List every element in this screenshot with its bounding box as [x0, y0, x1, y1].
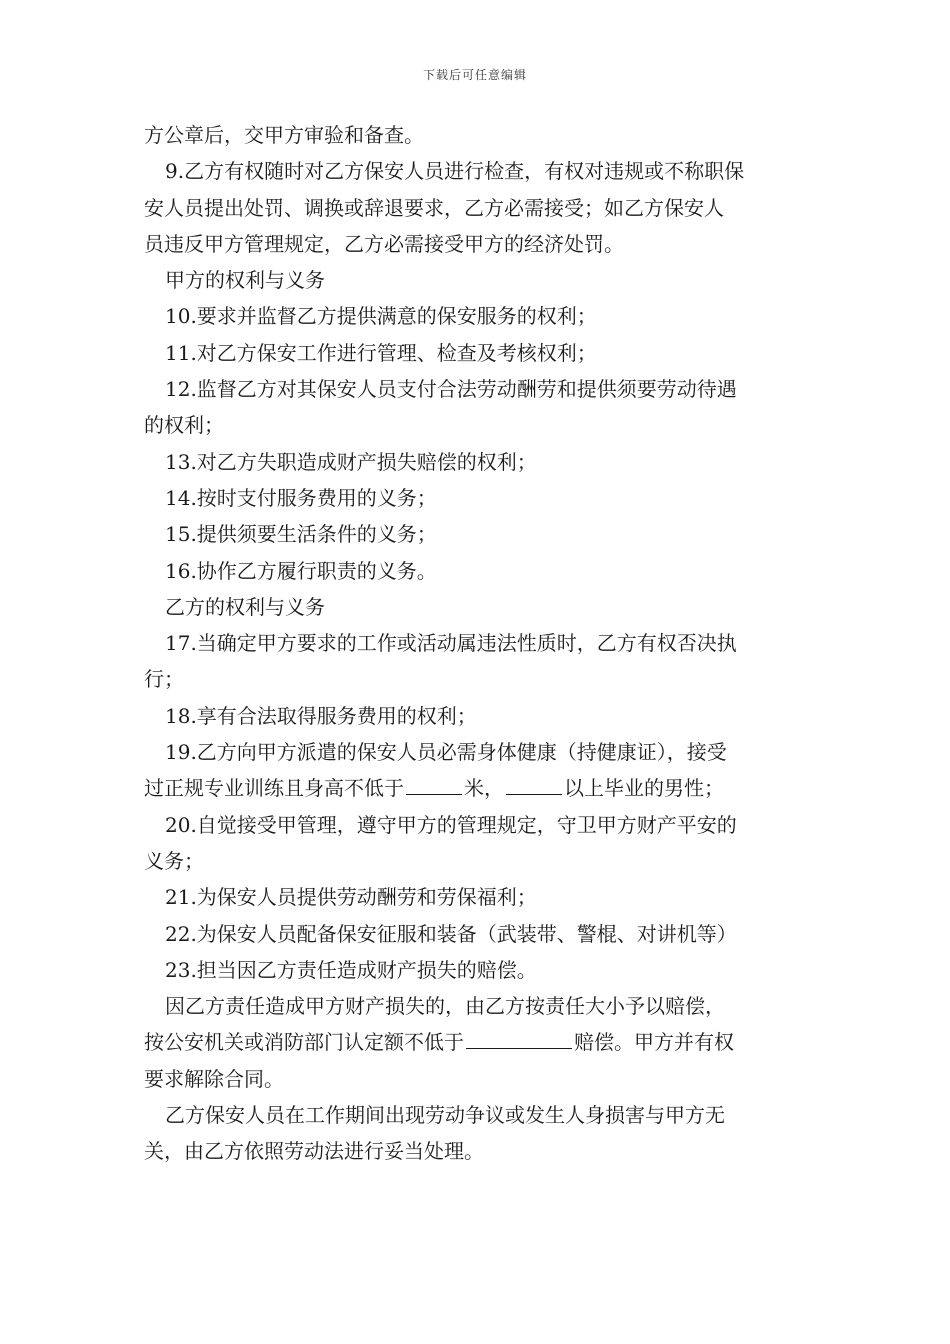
- paragraph-line: 方公章后，交甲方审验和备查。: [144, 123, 424, 147]
- clause-21-line: 21.为保安人员提供劳动酬劳和劳保福利；: [165, 885, 537, 910]
- clause-15-line: 15.提供须要生活条件的义务；: [165, 522, 437, 547]
- clause-13-line: 13.对乙方失职造成财产损失赔偿的权利；: [165, 449, 537, 474]
- paragraph-line: 义务；: [144, 848, 204, 873]
- clause-19-line: 19.乙方向甲方派遣的保安人员必需身体健康（持健康证），接受: [165, 740, 727, 765]
- paragraph-line: 乙方保安人员在工作期间出现劳动争议或发生人身损害与甲方无: [165, 1103, 725, 1128]
- paragraph-line: 安人员提出处罚、调换或辞退要求，乙方必需接受；如乙方保安人: [144, 195, 724, 220]
- paragraph-line: 员违反甲方管理规定，乙方必需接受甲方的经济处罚。: [144, 231, 624, 256]
- paragraph-line: 要求解除合同。: [144, 1066, 284, 1091]
- section-heading-party-a: 甲方的权利与义务: [165, 268, 325, 293]
- clause-18-line: 18.享有合法取得服务费用的权利；: [165, 703, 477, 728]
- clause-20-line: 20.自觉接受甲管理，遵守甲方的管理规定，守卫甲方财产平安的: [165, 812, 737, 837]
- section-heading-party-b: 乙方的权利与义务: [165, 594, 325, 619]
- paragraph-line: 的权利；: [144, 413, 224, 438]
- page-header: 下载后可任意编辑: [422, 68, 527, 82]
- clause-11-line: 11.对乙方保安工作进行管理、检查及考核权利；: [165, 340, 597, 365]
- clause-14-line: 14.按时支付服务费用的义务；: [165, 485, 437, 510]
- line-text-part: 赔偿。甲方并有权: [574, 1030, 734, 1055]
- clause-10-line: 10.要求并监督乙方提供满意的保安服务的权利；: [165, 304, 597, 329]
- paragraph-line-with-blank: [144, 1024, 808, 1060]
- line-text-part: 以上毕业的男性；: [564, 776, 724, 801]
- clause-22-line: 22.为保安人员配备保安征服和装备（武装带、警棍、对讲机等）: [165, 921, 737, 946]
- clause-23-line: 23.担当因乙方责任造成财产损失的赔偿。: [165, 957, 537, 982]
- clause-17-line: 17.当确定甲方要求的工作或活动属违法性质时，乙方有权否决执: [165, 631, 737, 656]
- paragraph-line: 因乙方责任造成甲方财产损失的，由乙方按责任大小予以赔偿，: [165, 994, 725, 1019]
- education-blank-field: [506, 772, 562, 795]
- amount-blank-field: [466, 1026, 572, 1049]
- document-body: [144, 117, 808, 1170]
- line-text-part: 米，: [464, 776, 504, 801]
- line-text-part: 按公安机关或消防部门认定额不低于: [144, 1030, 464, 1055]
- height-blank-field: [406, 772, 462, 795]
- clause-12-line: 12.监督乙方对其保安人员支付合法劳动酬劳和提供须要劳动待遇: [165, 377, 737, 402]
- clause-16-line: 16.协作乙方履行职责的义务。: [165, 558, 437, 583]
- line-text-part: 过正规专业训练且身高不低于: [144, 776, 404, 801]
- clause-9-line: 9.乙方有权随时对乙方保安人员进行检查，有权对违规或不称职保: [165, 159, 745, 184]
- paragraph-line-with-blanks: [144, 770, 808, 806]
- paragraph-line: 行；: [144, 667, 184, 692]
- paragraph-line: 关，由乙方依照劳动法进行妥当处理。: [144, 1139, 484, 1164]
